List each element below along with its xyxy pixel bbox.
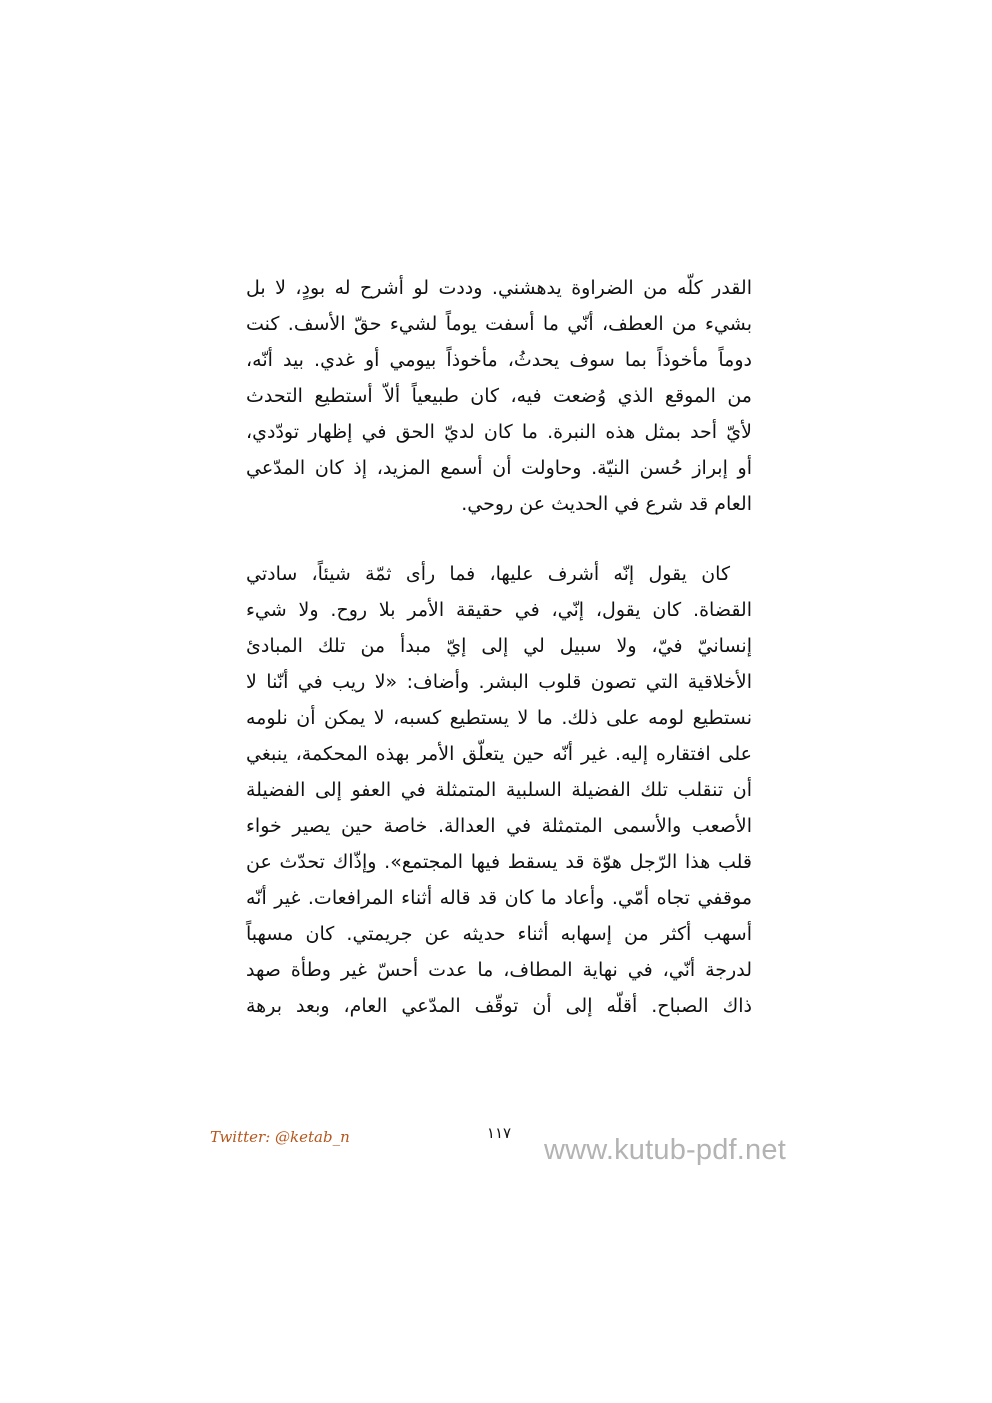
text-line: دوماً مأخوذاً بما سوف يحدثُ، مأخوذاً بيومي أو غدي. بيد أنّه، (246, 349, 752, 371)
text-line: من الموقع الذي وُضعت فيه، كان طبيعياً ألاّ أستطيع التحدث (246, 385, 752, 407)
text-line: ذاك الصباح. أقلّه إلى أن توقّف المدّعي العام، وبعد برهة (246, 995, 752, 1017)
text-line: القدر كلّه من الضراوة يدهشني. وددت لو أشرح له بودٍ، لا بل (246, 277, 752, 299)
text-line: أو إبراز حُسن النيّة. وحاولت أن أسمع المزيد، إذ كان المدّعي (246, 457, 752, 479)
text-line: قلب هذا الرّجل هوّة قد يسقط فيها المجتمع». وإذّاك تحدّث عن (246, 851, 752, 873)
text-line: العام قد شرع في الحديث عن روحي. (461, 493, 752, 515)
text-line: الأخلاقية التي تصون قلوب البشر. وأضاف: «لا ريب في أنّنا لا (246, 671, 752, 693)
text-line: القضاة. كان يقول، إنّي، في حقيقة الأمر بلا روح. ولا شيء (246, 599, 752, 621)
page-number: ١١٧ (486, 1124, 512, 1142)
text-line: الأصعب والأسمى المتمثلة في العدالة. خاصة حين يصير خواء (246, 815, 752, 837)
text-line: لدرجة أنّي، في نهاية المطاف، ما عدت أحسّ غير وطأة صهد (246, 959, 752, 981)
text-line: لأيّ أحد بمثل هذه النبرة. ما كان لديّ الحق في إظهار تودّدي، (246, 421, 752, 443)
text-line: أن تنقلب تلك الفضيلة السلبية المتمثلة في العفو إلى الفضيلة (246, 779, 752, 801)
text-line: على افتقاره إليه. غير أنّه حين يتعلّق الأمر بهذه المحكمة، ينبغي (246, 743, 752, 765)
text-line: بشيء من العطف، أنّي ما أسفت يوماً لشيء حقّ الأسف. كنت (246, 313, 752, 335)
text-line: إنسانيّ فيّ، ولا سبيل لي إلى إيّ مبدأ من تلك المبادئ (246, 635, 752, 657)
text-line: نستطيع لومه على ذلك. ما لا يستطيع كسبه، لا يمكن أن نلومه (246, 707, 752, 729)
twitter-handle: Twitter: @ketab_n (210, 1128, 350, 1146)
text-line: كان يقول إنّه أشرف عليها، فما رأى ثمّة شيئاً، سادتي (246, 563, 730, 585)
text-line: موقفي تجاه أمّي. وأعاد ما كان قد قاله أثناء المرافعات. غير أنّه (246, 887, 752, 909)
paragraph-2 (246, 556, 752, 1024)
body-text (246, 270, 752, 1024)
watermark-url: www.kutub-pdf.net (544, 1134, 786, 1166)
paragraph-spacer (246, 522, 752, 556)
paragraph-1 (246, 270, 752, 522)
text-line: أسهب أكثر من إسهابه أثناء حديثه عن جريمتي. كان مسهباً (246, 923, 752, 945)
